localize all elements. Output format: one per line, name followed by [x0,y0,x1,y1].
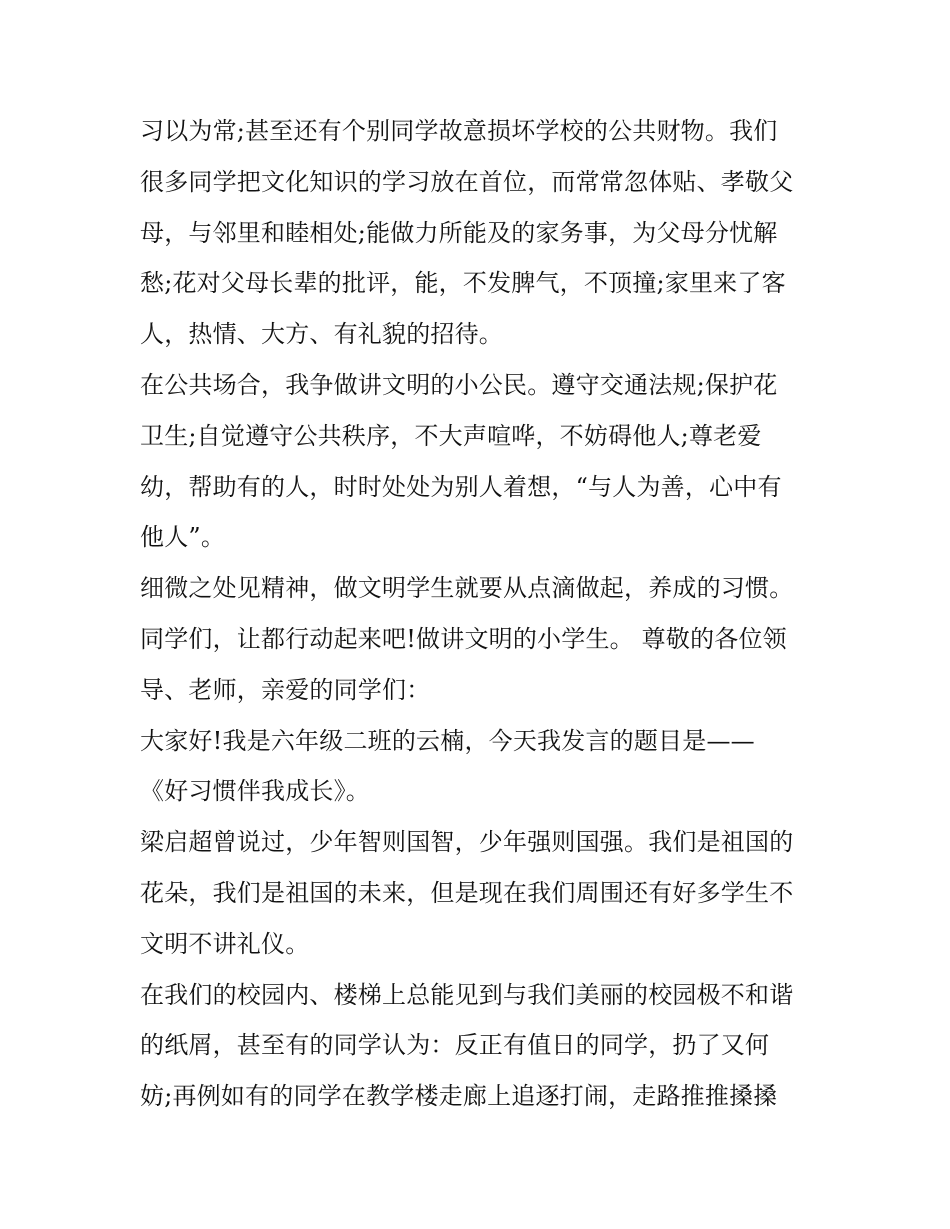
text-line: 的纸屑，甚至有的同学认为：反正有值日的同学，扔了又何 [140,1031,770,1060]
text-line: 妨;再例如有的同学在教学楼走廊上追逐打闹，走路推推搡搡 [140,1082,778,1111]
text-line: 同学们，让都行动起来吧!做讲文明的小学生。 尊敬的各位领 [140,624,787,653]
text-line: 花朵，我们是祖国的未来，但是现在我们周围还有好多学生不 [140,878,794,907]
text-line: 大家好!我是六年级二班的云楠，今天我发言的题目是—— [140,726,755,755]
text-line: 卫生;自觉遵守公共秩序，不大声喧哗，不妨碍他人;尊老爱 [140,421,762,450]
text-line: 细微之处见精神，做文明学生就要从点滴做起，养成的习惯。 [140,574,794,603]
text-line: 导、老师，亲爱的同学们： [140,675,431,704]
text-line: 他人”。 [140,523,226,552]
text-line: 梁启超曾说过，少年智则国智，少年强则国强。我们是祖国的 [140,828,794,857]
text-line: 幼，帮助有的人，时时处处为别人着想，“与人为善，心中有 [140,472,782,501]
text-line: 在我们的校园内、楼梯上总能见到与我们美丽的校园极不和谐 [140,980,794,1009]
text-line: 《好习惯伴我成长》。 [140,777,370,806]
text-line: 母，与邻里和睦相处;能做力所能及的家务事，为父母分忧解 [140,218,778,247]
text-line: 习以为常;甚至还有个别同学故意损坏学校的公共财物。我们 [140,117,778,145]
text-line: 人，热情、大方、有礼貌的招待。 [140,320,503,349]
text-line: 文明不讲礼仪。 [140,929,310,958]
text-line: 在公共场合，我争做讲文明的小公民。遵守交通法规;保护花 [140,370,778,399]
text-line: 愁;花对父母长辈的批评，能，不发脾气，不顶撞;家里来了客 [140,269,786,298]
document-body [140,106,820,1122]
text-line: 很多同学把文化知识的学习放在首位，而常常忽体贴、孝敬父 [140,167,794,196]
